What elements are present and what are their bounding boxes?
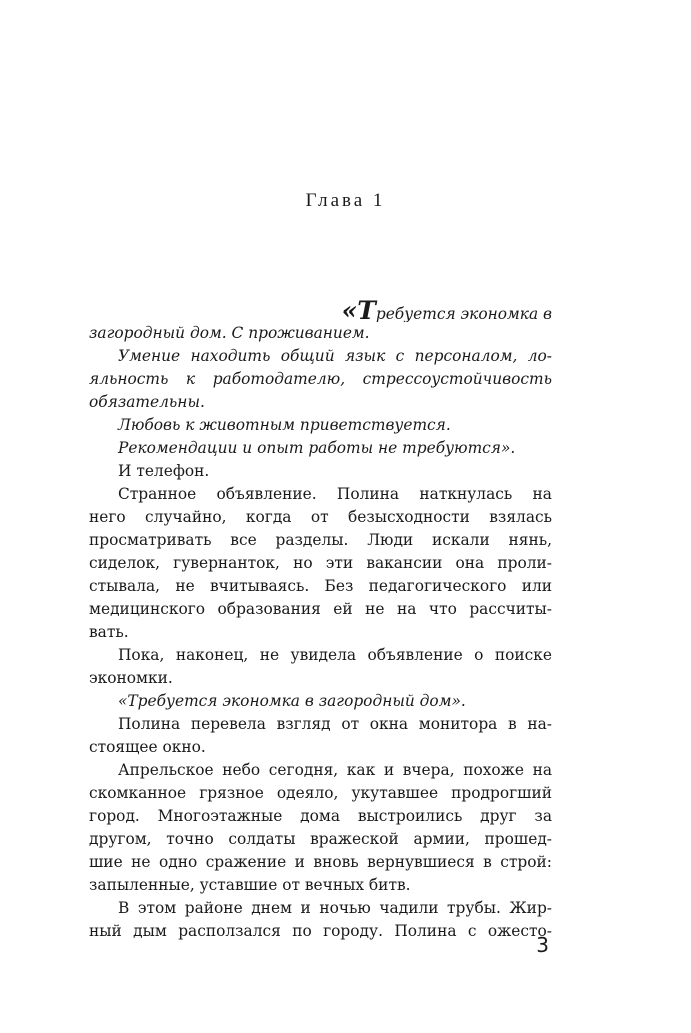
text-line: «Требуется экономка в xyxy=(341,299,552,322)
text-line: скомканное грязное одеяло, укутавшее продрогший xyxy=(89,784,552,802)
body-text xyxy=(89,299,552,943)
text-line: Апрельское небо сегодня, как и вчера, похоже на xyxy=(118,761,552,779)
text-line: другом, точно солдаты вражеской армии, прошед- xyxy=(89,830,552,848)
text-line: шие не одно сражение и вновь вернувшиеся в строй: xyxy=(89,853,552,871)
text-line: Любовь к животным приветствуется. xyxy=(118,416,451,434)
text-line: вать. xyxy=(89,623,129,641)
text-line: яльность к работодателю, стрессоустойчивость xyxy=(89,370,552,388)
text-line: «Требуется экономка в загородный дом». xyxy=(118,692,466,710)
text-line: Полина перевела взгляд от окна монитора в на- xyxy=(118,715,552,733)
text-line: В этом районе днем и ночью чадили трубы. Жир- xyxy=(118,899,552,917)
text-line: Странное объявление. Полина наткнулась на xyxy=(118,485,552,503)
text-line: Умение находить общий язык с персоналом, ло- xyxy=(118,347,552,365)
text-line: стывала, не вчитываясь. Без педагогического или xyxy=(89,577,552,595)
text-line: город. Многоэтажные дома выстроились друг за xyxy=(89,807,552,825)
text-line: Рекомендации и опыт работы не требуются». xyxy=(118,439,516,457)
text-line: сиделок, гувернанток, но эти вакансии она проли- xyxy=(89,554,552,572)
text-line: загородный дом. С проживанием. xyxy=(89,324,370,342)
text-line: него случайно, когда от безысходности взялась xyxy=(89,508,552,526)
text-line: ный дым расползался по городу. Полина с ожесто- xyxy=(89,922,552,940)
text-line: И телефон. xyxy=(118,462,210,480)
text-line: экономки. xyxy=(89,669,173,687)
text-line: Пока, наконец, не увидела объявление о поиске xyxy=(118,646,552,664)
chapter-title: Глава 1 xyxy=(305,190,386,211)
text-line: обязательны. xyxy=(89,393,205,411)
text-line: запыленные, уставшие от вечных битв. xyxy=(89,876,411,894)
page-number: 3 xyxy=(536,933,549,957)
text-line: медицинского образования ей не на что рассчиты- xyxy=(89,600,552,618)
text-line: просматривать все разделы. Люди искали нянь, xyxy=(89,531,552,549)
text-line: стоящее окно. xyxy=(89,738,206,756)
